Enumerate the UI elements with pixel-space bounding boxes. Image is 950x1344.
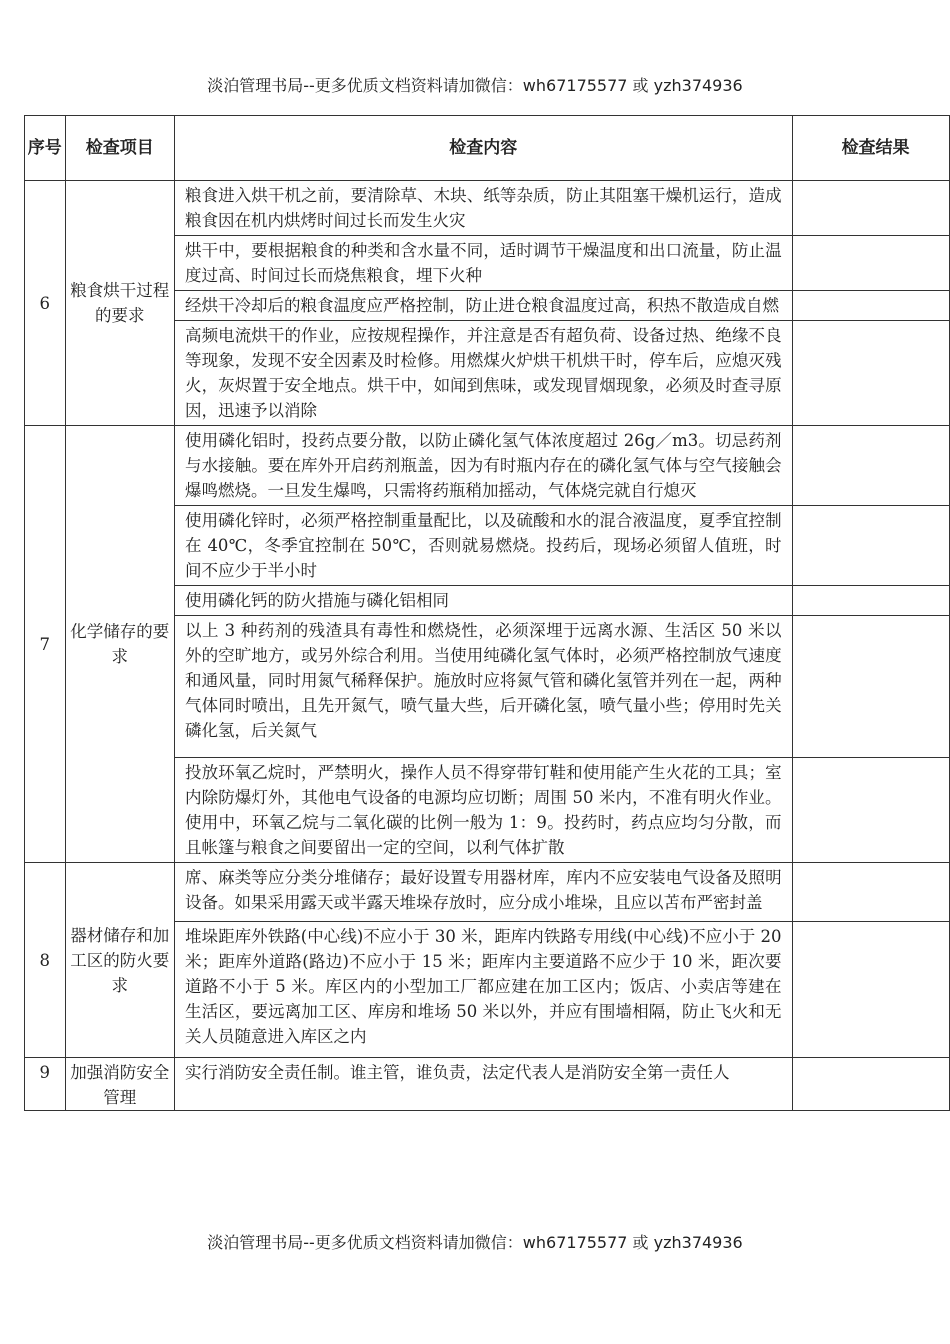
result-cell[interactable] <box>792 863 949 922</box>
result-cell[interactable] <box>792 758 949 863</box>
header-no: 序号 <box>25 116 66 181</box>
result-cell[interactable] <box>792 922 949 1058</box>
table-row <box>25 863 950 922</box>
result-cell[interactable] <box>792 1058 949 1111</box>
table-row <box>25 426 950 506</box>
row-number: 7 <box>25 426 66 863</box>
check-content: 使用磷化铝时，投药点要分散，以防止磷化氢气体浓度超过 26g／m3。切忌药剂与水接触。要在库外开启药剂瓶盖，因为有时瓶内存在的磷化氢气体与空气接触会爆鸣燃烧。一旦发生爆鸣，只需将药瓶稍加摇动，气体烧完就自行熄灭 <box>175 426 793 506</box>
table-header-row <box>25 116 950 181</box>
check-item: 加强消防安全管理 <box>65 1058 174 1111</box>
result-cell[interactable] <box>792 616 949 758</box>
check-content: 经烘干冷却后的粮食温度应严格控制，防止进仓粮食温度过高，积热不散造成自燃 <box>175 291 793 321</box>
check-content: 席、麻类等应分类分堆储存；最好设置专用器材库，库内不应安装电气设备及照明设备。如果采用露天或半露天堆垛存放时，应分成小堆垛，且应以苫布严密封盖 <box>175 863 793 922</box>
check-content: 以上 3 种药剂的残渣具有毒性和燃烧性，必须深埋于远离水源、生活区 50 米以外的空旷地方，或另外综合利用。当使用纯磷化氢气体时，必须严格控制放气速度和通风量，同时用氮气稀释保护。施放时应将氮气管和磷化氢管并列在一起，两种气体同时喷出，且先开氮气，喷气量大些，后开磷化氢，喷气量小些；停用时先关磷化氢，后关氮气 <box>175 616 793 758</box>
check-content: 使用磷化锌时，必须严格控制重量配比，以及硫酸和水的混合液温度，夏季宜控制在 40℃，冬季宜控制在 50℃，否则就易燃烧。投药后，现场必须留人值班，时间不应少于半小时 <box>175 506 793 586</box>
check-item: 器材储存和加工区的防火要求 <box>65 863 174 1058</box>
page-footer-note: 淡泊管理书局--更多优质文档资料请加微信：wh67175577 或 yzh374936 <box>207 1233 743 1252</box>
check-content: 堆垛距库外铁路(中心线)不应小于 30 米，距库内铁路专用线(中心线)不应小于 20 米；距库外道路(路边)不应小于 15 米；距库内主要道路不应少于 10 米，距次要道路不小于 5 米。库区内的小型加工厂都应建在加工区内；饭店、小卖店等建在生活区，要远离加工区、库房和堆场 50 米以外，并应有围墙相隔，防止飞火和无关人员随意进入库区之内 <box>175 922 793 1058</box>
result-cell[interactable] <box>792 426 949 506</box>
table-row <box>25 181 950 236</box>
result-cell[interactable] <box>792 321 949 426</box>
result-cell[interactable] <box>792 506 949 586</box>
check-item: 化学储存的要求 <box>65 426 174 863</box>
row-number: 9 <box>25 1058 66 1111</box>
row-number: 8 <box>25 863 66 1058</box>
header-result: 检查结果 <box>792 116 949 181</box>
header-content: 检查内容 <box>175 116 793 181</box>
check-content: 烘干中，要根据粮食的种类和含水量不同，适时调节干燥温度和出口流量，防止温度过高、时间过长而烧焦粮食，埋下火种 <box>175 236 793 291</box>
header-item: 检查项目 <box>65 116 174 181</box>
check-content: 粮食进入烘干机之前，要清除草、木块、纸等杂质，防止其阻塞干燥机运行，造成粮食因在机内烘烤时间过长而发生火灾 <box>175 181 793 236</box>
result-cell[interactable] <box>792 586 949 616</box>
result-cell[interactable] <box>792 181 949 236</box>
check-content: 高频电流烘干的作业，应按规程操作，并注意是否有超负荷、设备过热、绝缘不良等现象，发现不安全因素及时检修。用燃煤火炉烘干机烘干时，停车后，应熄灭残火，灰烬置于安全地点。烘干中，如闻到焦味，或发现冒烟现象，必须及时查寻原因，迅速予以消除 <box>175 321 793 426</box>
check-content: 使用磷化钙的防火措施与磷化铝相同 <box>175 586 793 616</box>
row-number: 6 <box>25 181 66 426</box>
check-item: 粮食烘干过程的要求 <box>65 181 174 426</box>
check-content: 投放环氧乙烷时，严禁明火，操作人员不得穿带钉鞋和使用能产生火花的工具；室内除防爆灯外，其他电气设备的电源均应切断；周围 50 米内，不准有明火作业。使用中，环氧乙烷与二氧化碳的比例一般为 1：9。投药时，药点应均匀分散，而且帐篷与粮食之间要留出一定的空间，以利气体扩散 <box>175 758 793 863</box>
result-cell[interactable] <box>792 291 949 321</box>
inspection-table <box>24 115 950 1111</box>
page-header-note: 淡泊管理书局--更多优质文档资料请加微信：wh67175577 或 yzh374936 <box>207 76 743 95</box>
check-content: 实行消防安全责任制。谁主管，谁负责，法定代表人是消防安全第一责任人 <box>175 1058 793 1111</box>
result-cell[interactable] <box>792 236 949 291</box>
table-row <box>25 1058 950 1111</box>
